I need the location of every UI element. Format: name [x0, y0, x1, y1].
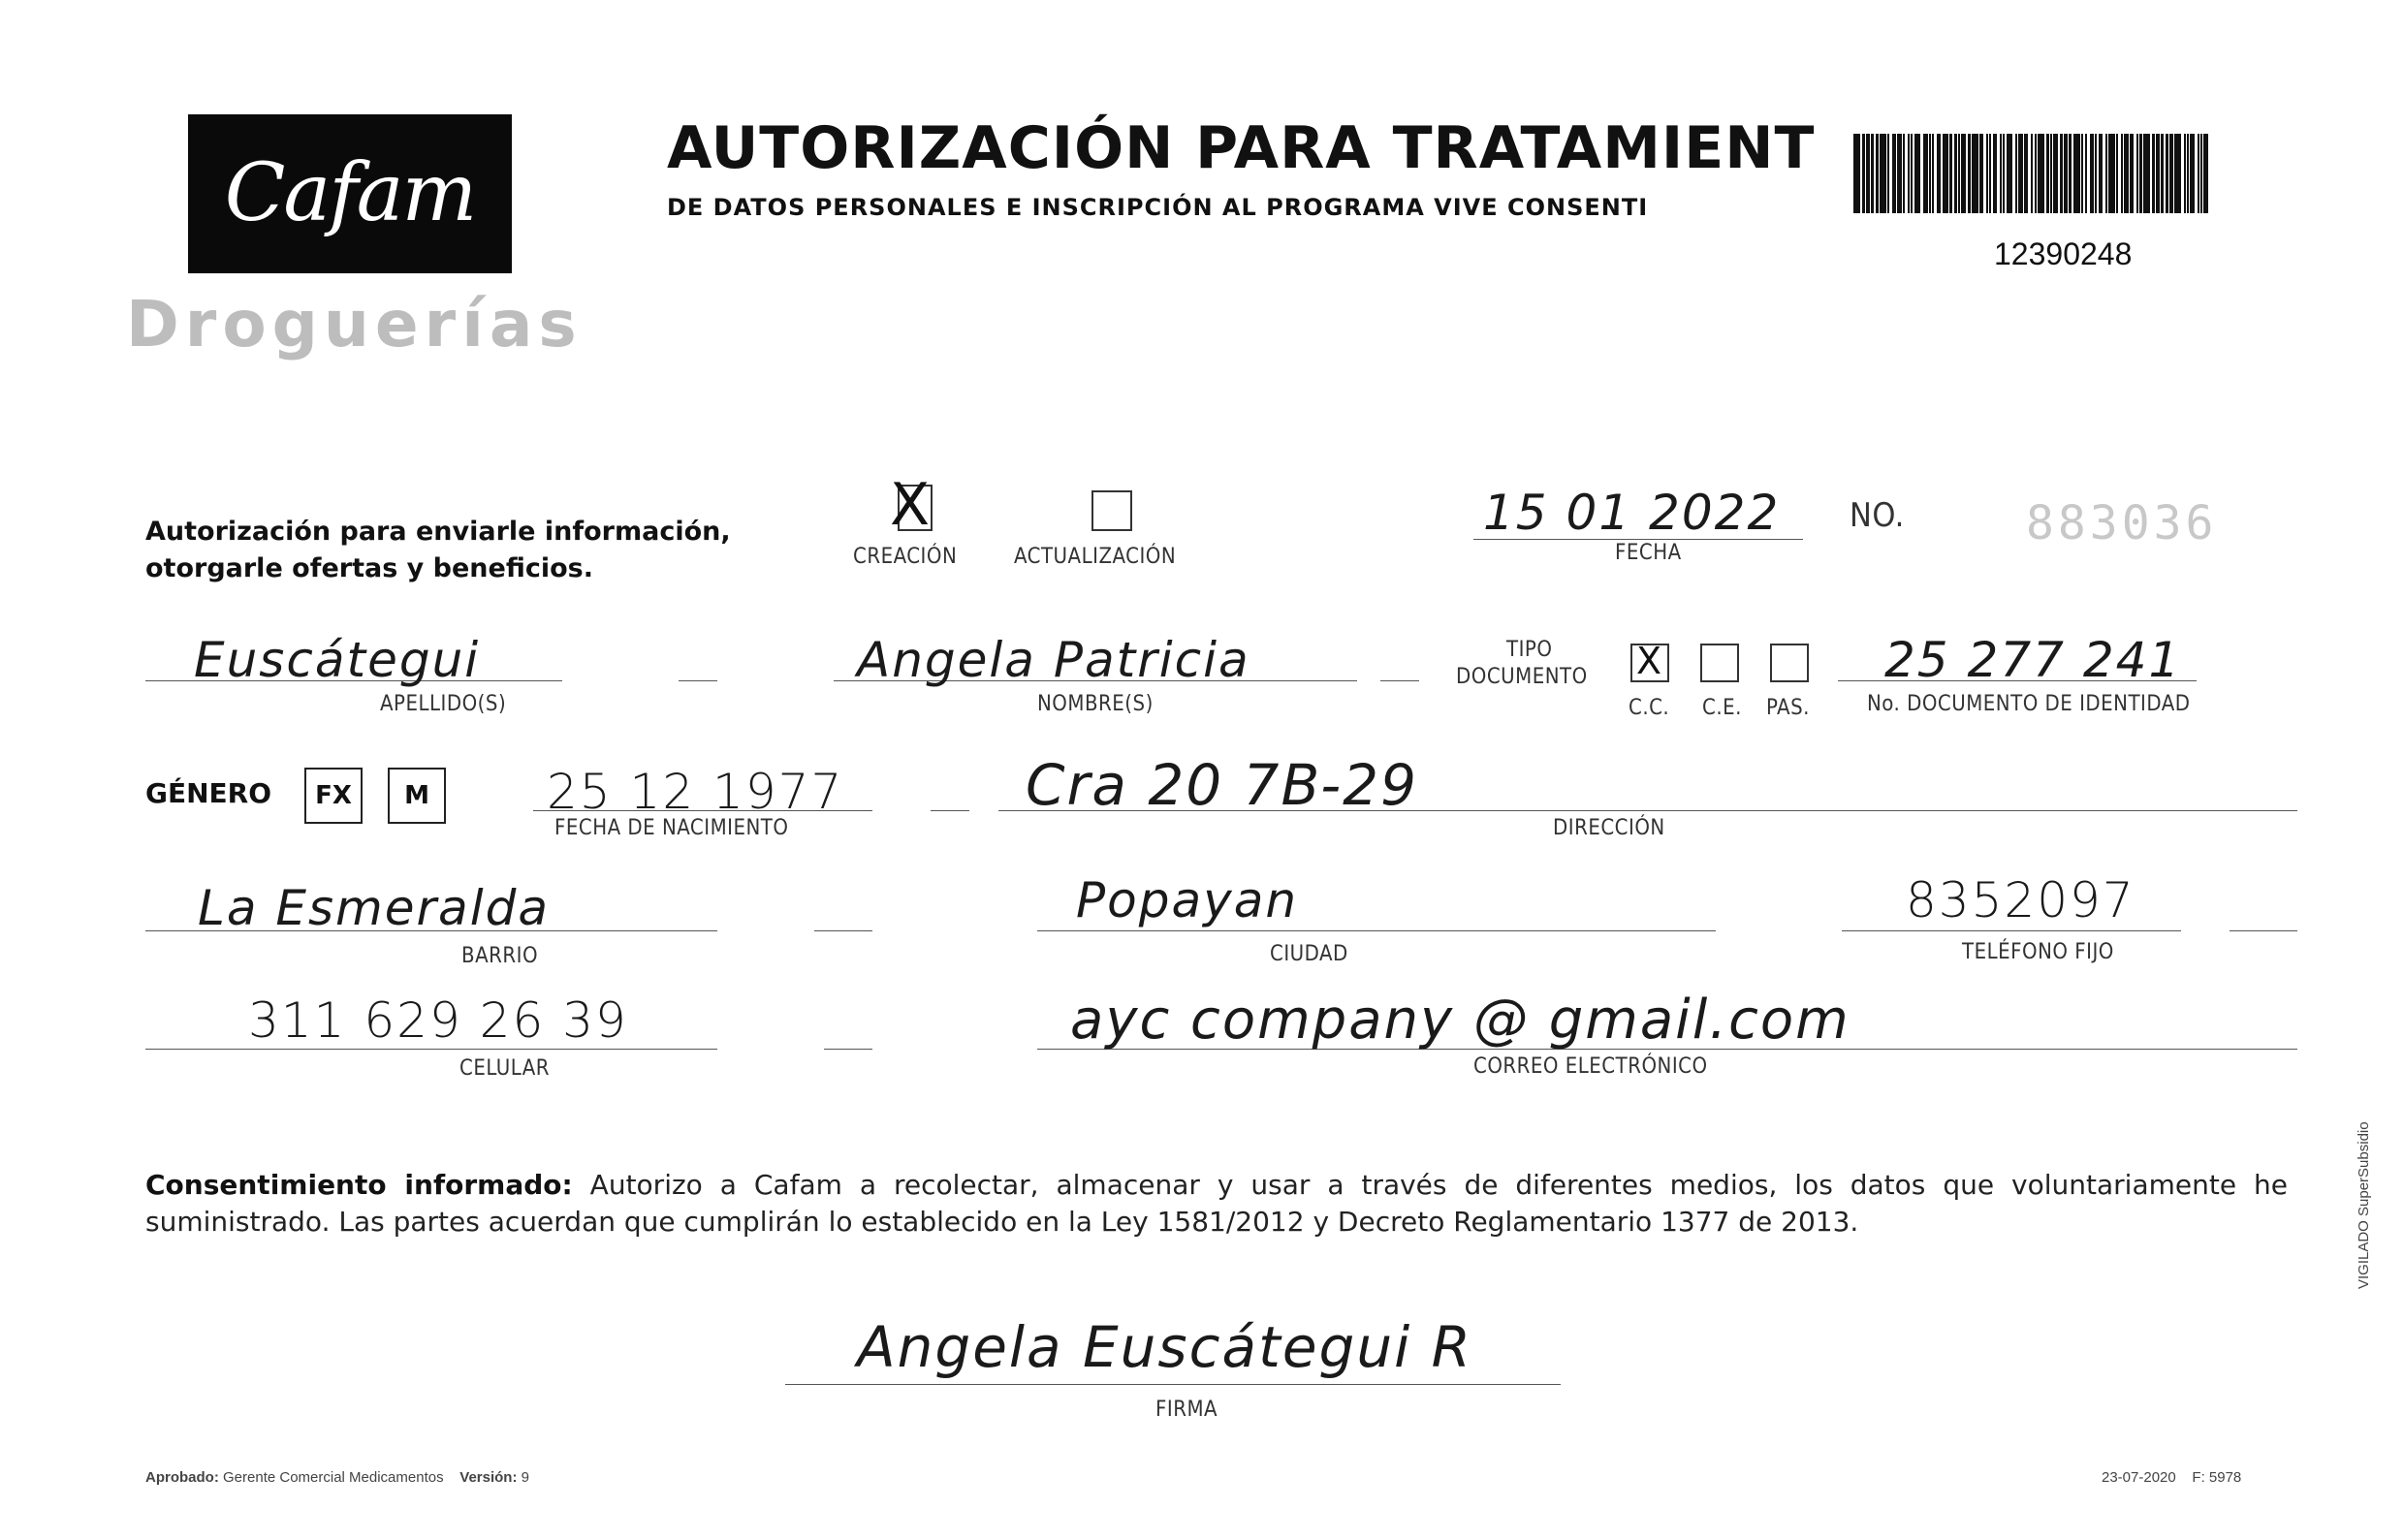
logo-subtitle: Droguerías	[126, 287, 583, 361]
barcode-bar	[2184, 134, 2186, 213]
barcode-bar	[2000, 134, 2002, 213]
direccion-value: Cra 20 7B-29	[1026, 752, 1418, 818]
barcode-bar	[2024, 134, 2029, 213]
name-gap-line-2	[1380, 680, 1419, 681]
barcode-bar	[1897, 134, 1902, 213]
cafam-logo	[188, 114, 512, 273]
creacion-mark: X	[890, 471, 931, 539]
barcode-bar	[1923, 134, 1928, 213]
barcode	[1853, 134, 2245, 213]
celular-label: CELULAR	[459, 1056, 551, 1081]
footer-form-code: F: 5978	[2192, 1469, 2242, 1486]
barcode-bar	[1989, 134, 1991, 213]
direccion-label: DIRECCIÓN	[1553, 816, 1665, 840]
tipo-label-2: DOCUMENTO	[1456, 665, 1588, 689]
barcode-bar	[1911, 134, 1913, 213]
version-value: 9	[521, 1469, 529, 1486]
barcode-bar	[2200, 134, 2202, 213]
ciudad-label: CIUDAD	[1270, 942, 1348, 966]
correo-value: ayc company @ gmail.com	[1070, 989, 1850, 1052]
correo-label: CORREO ELECTRÓNICO	[1473, 1054, 1708, 1079]
firma-line	[785, 1384, 1561, 1385]
barrio-value: La Esmeralda	[198, 880, 550, 936]
footer-approval	[145, 1469, 529, 1486]
name-gap-line	[679, 680, 717, 681]
barcode-bar	[2095, 134, 2097, 213]
actualizacion-label: ACTUALIZACIÓN	[1014, 545, 1177, 569]
logo-text: Cafam	[224, 147, 476, 239]
barcode-bar	[2050, 134, 2052, 213]
consent-text	[145, 1167, 2288, 1241]
aprobado-value: Gerente Comercial Medicamentos	[223, 1469, 444, 1486]
telefono-line	[1842, 930, 2181, 931]
barcode-bar	[2003, 134, 2005, 213]
barcode-bar	[1932, 134, 1934, 213]
barcode-bar	[1943, 134, 1949, 213]
barcode-bar	[2187, 134, 2189, 213]
cc-mark: X	[1636, 640, 1662, 682]
celular-gap-line	[824, 1049, 872, 1050]
barcode-bar	[1937, 134, 1942, 213]
firma-label: FIRMA	[1155, 1398, 1218, 1422]
barcode-bar	[2166, 134, 2167, 213]
barcode-bar	[2099, 134, 2104, 213]
authorization-label	[145, 514, 731, 587]
barcode-bar	[2007, 134, 2013, 213]
barcode-bar	[1954, 134, 1956, 213]
barcode-bar	[1880, 134, 1886, 213]
barcode-bar	[1887, 134, 1889, 213]
barcode-bar	[2046, 134, 2048, 213]
barcode-bar	[2161, 134, 2163, 213]
barcode-bar	[2081, 134, 2083, 213]
barcode-bar	[1866, 134, 1871, 213]
celular-line	[145, 1049, 717, 1050]
barcode-bar	[1892, 134, 1897, 213]
barcode-bar	[2035, 134, 2037, 213]
barcode-bar	[2060, 134, 2062, 213]
side-vigilado-text: VIGILADO SuperSubsidio	[2356, 1121, 2372, 1289]
barcode-bar	[2198, 134, 2199, 213]
barcode-bar	[2130, 134, 2135, 213]
apellidos-value: Euscátegui	[194, 632, 481, 688]
celular-value: 311 629 26 39	[248, 992, 628, 1049]
authorization-label-line2: otorgarle ofertas y beneficios.	[145, 553, 593, 583]
barcode-bar	[1862, 134, 1864, 213]
barcode-bar	[2085, 134, 2087, 213]
barcode-bar	[2116, 134, 2118, 213]
genero-m-box[interactable]: M	[388, 768, 446, 824]
nombres-value: Angela Patricia	[857, 632, 1250, 688]
no-label: NO.	[1850, 496, 1905, 535]
barcode-bar	[2108, 134, 2115, 213]
ciudad-line	[1037, 930, 1716, 931]
fecha-line	[1473, 539, 1803, 540]
barcode-bar	[1914, 134, 1921, 213]
barrio-gap-line	[814, 930, 872, 931]
apellidos-label: APELLIDO(S)	[380, 692, 507, 716]
barcode-bar	[1986, 134, 1988, 213]
ce-label: C.E.	[1702, 696, 1742, 720]
no-value: 883036	[2026, 496, 2218, 550]
footer-date-value: 23-07-2020	[2102, 1469, 2176, 1486]
telefono-value: 8352097	[1906, 872, 2135, 928]
barcode-bar	[1958, 134, 1960, 213]
barcode-bar	[1853, 134, 1860, 213]
barcode-bar	[1908, 134, 1910, 213]
creacion-label: CREACIÓN	[853, 545, 958, 569]
documento-label: No. DOCUMENTO DE IDENTIDAD	[1867, 692, 2191, 716]
form-subtitle: DE DATOS PERSONALES E INSCRIPCIÓN AL PROGRAMA VIVE CONSENTI	[667, 194, 1649, 221]
aprobado-label: Aprobado:	[145, 1469, 219, 1486]
barcode-bar	[2038, 134, 2044, 213]
barcode-bar	[1961, 134, 1966, 213]
barcode-bar	[1929, 134, 1931, 213]
fecha-value: 15 01 2022	[1483, 485, 1781, 541]
barcode-bar	[1979, 134, 1984, 213]
barcode-bar	[2031, 134, 2033, 213]
firma-value: Angela Euscátegui R	[857, 1314, 1472, 1380]
actualizacion-checkbox[interactable]	[1091, 490, 1132, 531]
barcode-bar	[1993, 134, 1998, 213]
barcode-bar	[2152, 134, 2154, 213]
barcode-bar	[2121, 134, 2123, 213]
cc-label: C.C.	[1629, 696, 1670, 720]
genero-label: GÉNERO	[145, 777, 272, 809]
documento-value: 25 277 241	[1884, 632, 2182, 688]
telefono-label: TELÉFONO FIJO	[1962, 940, 2114, 964]
ciudad-value: Popayan	[1076, 872, 1299, 928]
barcode-bar	[2203, 134, 2208, 213]
barcode-bar	[1903, 134, 1905, 213]
barcode-bar	[1972, 134, 1978, 213]
consent-body: Autorizo a Cafam a recolectar, almacenar y usar a través de diferentes medios, los datos que voluntariamente he suministrado. Las partes acuerdan que cumplirán lo establecido en la Ley 1581/2012 y Decreto Reglamentario 1377 de 2013.	[145, 1169, 2288, 1238]
barcode-bar	[2156, 134, 2161, 213]
genero-f-box[interactable]: FX	[304, 768, 363, 824]
barcode-bar	[2090, 134, 2095, 213]
barcode-bar	[2015, 134, 2017, 213]
barcode-bar	[1871, 134, 1873, 213]
barcode-bar	[2174, 134, 2181, 213]
barcode-bar	[2124, 134, 2129, 213]
fecha-label: FECHA	[1615, 541, 1682, 565]
form-title: AUTORIZACIÓN PARA TRATAMIENT	[667, 114, 1816, 182]
tipo-label-1: TIPO	[1506, 638, 1553, 662]
barcode-bar	[2169, 134, 2174, 213]
barcode-bar	[2018, 134, 2023, 213]
ce-checkbox[interactable]	[1700, 644, 1739, 682]
telefono-tail-line	[2230, 930, 2297, 931]
barrio-label: BARRIO	[461, 944, 539, 968]
barcode-bar	[2064, 134, 2069, 213]
barcode-number: 12390248	[1994, 236, 2133, 271]
barcode-bar	[2136, 134, 2138, 213]
gender-gap-line	[931, 810, 969, 811]
barcode-bar	[2190, 134, 2195, 213]
barcode-bar	[1968, 134, 1970, 213]
barcode-bar	[2139, 134, 2141, 213]
pas-label: PAS.	[1766, 696, 1810, 720]
barcode-bar	[2143, 134, 2150, 213]
fecha-nac-value: 25 12 1977	[547, 764, 844, 820]
fecha-nac-label: FECHA DE NACIMIENTO	[554, 816, 789, 840]
authorization-label-line1: Autorización para enviarle información,	[145, 517, 731, 547]
barcode-bar	[1876, 134, 1878, 213]
consent-bold: Consentimiento informado:	[145, 1169, 573, 1201]
barcode-bar	[2105, 134, 2107, 213]
barcode-bar	[2069, 134, 2071, 213]
barcode-bar	[1949, 134, 1951, 213]
pas-checkbox[interactable]	[1770, 644, 1809, 682]
nombres-label: NOMBRE(S)	[1037, 692, 1154, 716]
footer-date	[2102, 1469, 2241, 1486]
barcode-bar	[2053, 134, 2058, 213]
barcode-bar	[2073, 134, 2080, 213]
version-label: Versión:	[459, 1469, 518, 1486]
